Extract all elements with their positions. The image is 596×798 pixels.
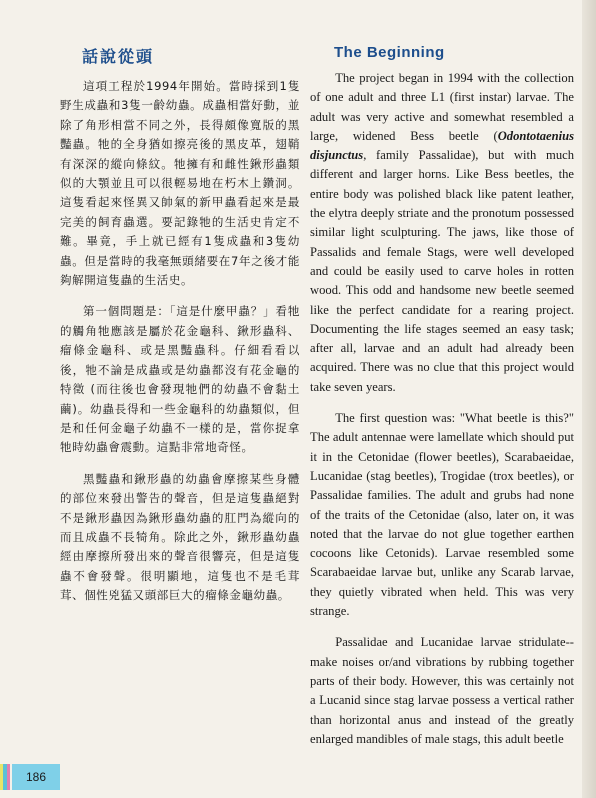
page-number: 186: [26, 770, 47, 784]
page-gutter: [582, 0, 596, 798]
english-paragraph-1-start: The project began in 1994 with the collection of one adult and three L1 (first instar) larvae. The adult was very active and somewhat resembled a large, widened Bess beetle (: [310, 71, 574, 143]
english-heading: The Beginning: [334, 44, 445, 61]
chinese-column: [60, 40, 300, 618]
species-name: Odontotaenius disjunctus: [310, 128, 574, 163]
english-paragraph-1: [310, 69, 574, 397]
chinese-paragraph-2: 第一個問題是：「這是什麼甲蟲？」看牠的觸角牠應該是屬於花金龜科、鍬形蟲科、瘤條金龜科、或是黑豔蟲科。仔細看看以後，牠不論是成蟲或是幼蟲都沒有花金龜的特徵 (而往後也會發現牠們的幼蟲不會黏土繭)。幼蟲長得和一些金龜科的幼蟲類似，但是和任何金龜子幼蟲不一樣的是，當你捉拿牠時幼蟲會震動。這點非常地奇怪。: [60, 304, 300, 455]
chinese-heading: 話說從頭: [82, 47, 155, 66]
english-column: [310, 40, 574, 761]
english-paragraph-1-end: , family Passalidae), but with much different and larger horns. Like Bess beetles, the entire body was polished black like patent leather, the elytra deeply striate and the pronotum possessed similar light sculpturing. The jaws, like those of Passalids and female Stags, were well developed and could be easily used to carve holes in rotten wood. This odd and handsome new beetle seemed like the perfect candidate for a rearing project. Documenting the life stages seemed an easy task; after all, larvae and an adult had already been acquired. There was no clue that this project would take seven years.: [310, 148, 574, 394]
page-number-tab: [0, 764, 70, 790]
chinese-paragraph-3: 黑豔蟲和鍬形蟲的幼蟲會摩擦某些身體的部位來發出警告的聲音，但是這隻蟲絕對不是鍬形蟲因為鍬形蟲幼蟲的肛門為縱向的而且成蟲不長犄角。除此之外，鍬形蟲幼蟲經由摩擦所發出來的聲音很響亮，但是這隻蟲不會發聲。很明顯地，這隻也不是毛茸茸、個性兇猛又頭部巨大的瘤條金龜幼蟲。: [60, 471, 300, 603]
english-paragraph-2: The first question was: "What beetle is this?" The adult antennae were lamellate which should put it in the Cetonidae (flower beetles), Scarabaeidae, Lucanidae (stag beetles), Trogidae (trox beetles), or Passalidae families. The adult and grubs had none of the traits of the Cetonidae (also, later on, it was noted that the larvae do not glue together earthen cocoons like Cetonids). Larvae resembled some Scarabaeidae larvae but, unlike any Scarab larvae, they quietly vibrated when held. This was very strange.: [310, 411, 574, 619]
color-stripe-pink: [7, 764, 10, 790]
chinese-paragraph-1: 這項工程於1994年開始。當時採到1隻野生成蟲和3隻一齡幼蟲。成蟲相當好動，並除了角形相當不同之外，長得頗像寬版的黑豔蟲。牠的全身猶如擦亮後的黑皮革，翅鞘有深深的縱向條紋。牠擁有和雌性鍬形蟲類似的大顎並且可以很輕易地在朽木上鑽洞。這隻看起來怪異又帥氣的新甲蟲看起來是最完美的飼育蟲選。要記錄牠的生活史肯定不難。畢竟，手上就已經有1隻成蟲和3隻幼蟲。但是當時的我毫無頭緒要在7年之後才能夠解開這隻蟲的生活史。: [60, 79, 300, 288]
english-paragraph-3: Passalidae and Lucanidae larvae stridulate--make noises or/and vibrations by rubbing together parts of their body. However, this was certainly not a Lucanid since stag larvae possess a vertical rather than horizontal anus and instead of the greatly enlarged mandibles of male stags, this adult beetle: [310, 635, 574, 746]
